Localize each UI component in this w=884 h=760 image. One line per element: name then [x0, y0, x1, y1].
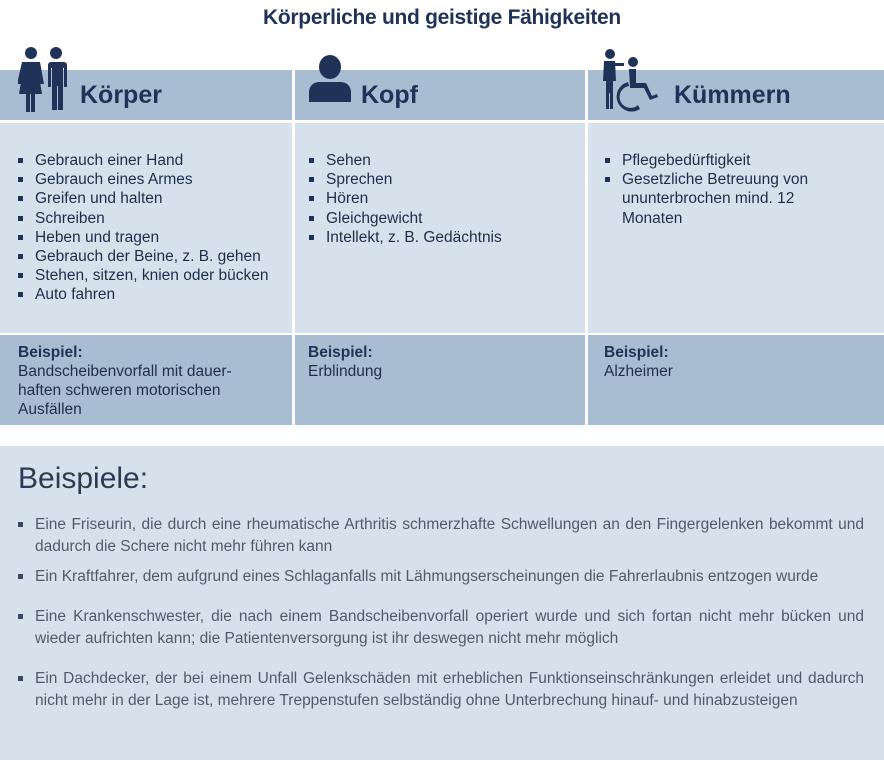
column-header [295, 70, 585, 120]
ability-list [295, 123, 585, 247]
column-koerper [0, 70, 292, 425]
list-item: Sehen [309, 151, 585, 170]
column-header [588, 70, 884, 120]
column-body [0, 123, 292, 333]
column-kopf [295, 70, 585, 425]
list-item: Auto fahren [18, 285, 292, 304]
list-item: Gebrauch eines Armes [18, 170, 292, 189]
column-body [588, 123, 884, 333]
examples-list [18, 514, 864, 720]
example-label: Beispiel: [604, 344, 669, 361]
column-header-label: Kümmern [674, 81, 791, 109]
page-title: Körperliche und geistige Fähigkeiten [263, 6, 621, 29]
ability-list [0, 123, 292, 305]
example-box [295, 335, 585, 425]
list-item: Greifen und halten [18, 189, 292, 208]
list-item: Heben und tragen [18, 228, 292, 247]
list-item: Gesetzliche Betreuung von ununterbrochen mind. 12 Monaten [605, 170, 820, 228]
example-text: Erblindung [308, 363, 383, 380]
list-item: Gebrauch einer Hand [18, 151, 292, 170]
list-item: Hören [309, 189, 585, 208]
list-item: Gebrauch der Beine, z. B. gehen [18, 247, 292, 266]
example-label: Beispiel: [18, 344, 83, 361]
man-woman-icon [18, 46, 70, 112]
column-body [295, 123, 585, 333]
ability-list [588, 123, 820, 228]
list-item: Eine Friseurin, die durch eine rheumatische Arthritis schmerzhafte Schwellungen an den Fingergelenken bekommt und dadurch die Schere nicht mehr führen kann [18, 514, 864, 558]
list-item: Sprechen [309, 170, 585, 189]
list-item: Intellekt, z. B. Gedächtnis [309, 228, 585, 247]
list-item: Pflegebedürftigkeit [605, 151, 820, 170]
examples-heading: Beispiele: [18, 462, 149, 495]
column-header-label: Kopf [361, 81, 418, 109]
example-label: Beispiel: [308, 344, 373, 361]
example-text: Alzheimer [604, 363, 673, 380]
list-item: Stehen, sitzen, knien oder bücken [18, 266, 292, 285]
example-text: Bandscheibenvorfall mit dauer-haften schweren motorischen Ausfällen [18, 363, 232, 419]
list-item: Eine Krankenschwester, die nach einem Bandscheibenvorfall operiert wurde und sich fortan nicht mehr bücken und wieder aufrichten kann; die Patientenversorgung ist ihr deswegen nicht mehr möglich [18, 606, 864, 650]
column-header [0, 70, 292, 120]
list-item: Gleichgewicht [309, 209, 585, 228]
list-item: Ein Dachdecker, der bei einem Unfall Gelenkschäden mit erheblichen Funktionseinschränkungen erleidet und dadurch nicht mehr in der Lage ist, mehrere Treppenstufen selbständig ohne Unterbrechung hinauf- und hinabzusteigen [18, 668, 864, 712]
person-bust-icon [307, 54, 353, 104]
list-item: Ein Kraftfahrer, dem aufgrund eines Schlaganfalls mit Lähmungserscheinungen die Fahrerlaubnis entzogen wurde [18, 566, 864, 588]
caregiver-wheelchair-icon [602, 48, 664, 112]
example-box [0, 335, 292, 425]
examples-section [0, 446, 884, 760]
column-kuemmern [588, 70, 884, 425]
list-item: Schreiben [18, 209, 292, 228]
column-header-label: Körper [80, 81, 162, 109]
example-box [588, 335, 884, 425]
